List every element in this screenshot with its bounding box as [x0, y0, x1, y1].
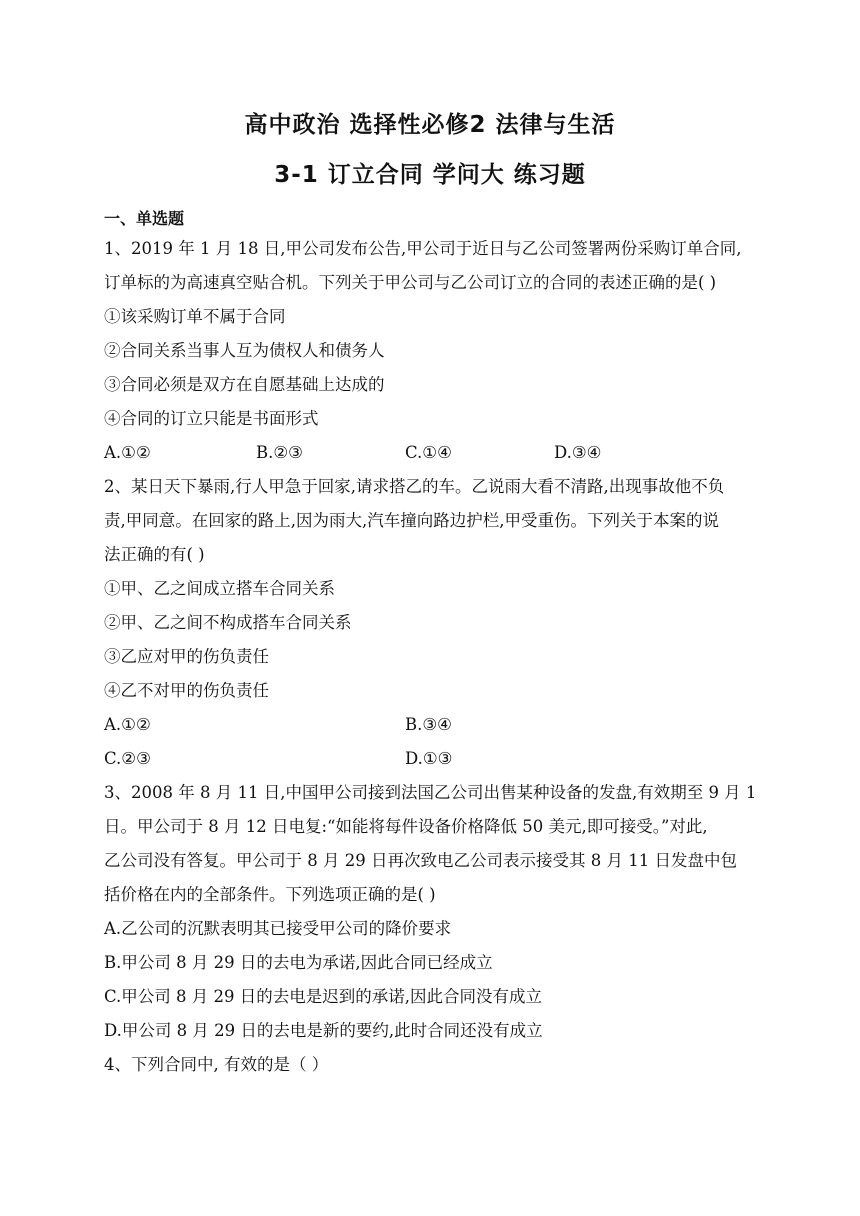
q3-stem-line-4: 括价格在内的全部条件。下列选项正确的是( ): [104, 885, 436, 904]
q2-item-1: ①甲、乙之间成立搭车合同关系: [104, 579, 335, 598]
q1-stem-line-1: 1、2019 年 1 月 18 日,甲公司发布公告,甲公司于近日与乙公司签署两份采购订单合同,: [104, 239, 742, 258]
q1-option-c: C.①④: [405, 443, 452, 462]
document-title: 高中政治 选择性必修2 法律与生活: [244, 112, 616, 138]
q2-item-3: ③乙应对甲的伤负责任: [104, 647, 269, 666]
q2-option-c: C.②③: [104, 749, 151, 768]
q4-stem-line-1: 4、下列合同中, 有效的是（ ）: [104, 1055, 329, 1074]
q1-option-d: D.③④: [554, 443, 602, 462]
q2-option-d: D.①③: [405, 749, 453, 768]
q1-option-b: B.②③: [256, 443, 303, 462]
q3-option-a: A.乙公司的沉默表明其已接受甲公司的降价要求: [104, 919, 452, 938]
q1-item-2: ②合同关系当事人互为债权人和债务人: [104, 341, 385, 360]
q2-item-4: ④乙不对甲的伤负责任: [104, 681, 269, 700]
q3-stem-line-1: 3、2008 年 8 月 11 日,中国甲公司接到法国乙公司出售某种设备的发盘,有效期至 9 月 1: [104, 783, 757, 802]
q2-option-a: A.①②: [104, 715, 151, 734]
q2-stem-line-3: 法正确的有( ): [104, 545, 205, 564]
q1-stem-line-2: 订单标的为高速真空贴合机。下列关于甲公司与乙公司订立的合同的表述正确的是( ): [104, 273, 717, 292]
q2-item-2: ②甲、乙之间不构成搭车合同关系: [104, 613, 352, 632]
q2-option-b: B.③④: [405, 715, 452, 734]
q3-option-c: C.甲公司 8 月 29 日的去电是迟到的承诺,因此合同没有成立: [104, 987, 542, 1006]
q2-stem-line-2: 责,甲同意。在回家的路上,因为雨大,汽车撞向路边护栏,甲受重伤。下列关于本案的说: [104, 511, 719, 530]
q1-option-a: A.①②: [104, 443, 151, 462]
q1-item-3: ③合同必须是双方在自愿基础上达成的: [104, 375, 385, 394]
q1-item-1: ①该采购订单不属于合同: [104, 307, 286, 326]
q3-stem-line-3: 乙公司没有答复。甲公司于 8 月 29 日再次致电乙公司表示接受其 8 月 11 日发盘中包: [104, 851, 737, 870]
q3-option-d: D.甲公司 8 月 29 日的去电是新的要约,此时合同还没有成立: [104, 1021, 543, 1040]
q1-item-4: ④合同的订立只能是书面形式: [104, 409, 319, 428]
q2-stem-line-1: 2、某日天下暴雨,行人甲急于回家,请求搭乙的车。乙说雨大看不清路,出现事故他不负: [104, 477, 725, 496]
q3-option-b: B.甲公司 8 月 29 日的去电为承诺,因此合同已经成立: [104, 953, 493, 972]
q3-stem-line-2: 日。甲公司于 8 月 12 日电复:“如能将每件设备价格降低 50 美元,即可接受。”对此,: [104, 817, 708, 836]
document-subtitle: 3-1 订立合同 学问大 练习题: [274, 162, 586, 188]
section-heading: 一、单选题: [104, 209, 185, 228]
